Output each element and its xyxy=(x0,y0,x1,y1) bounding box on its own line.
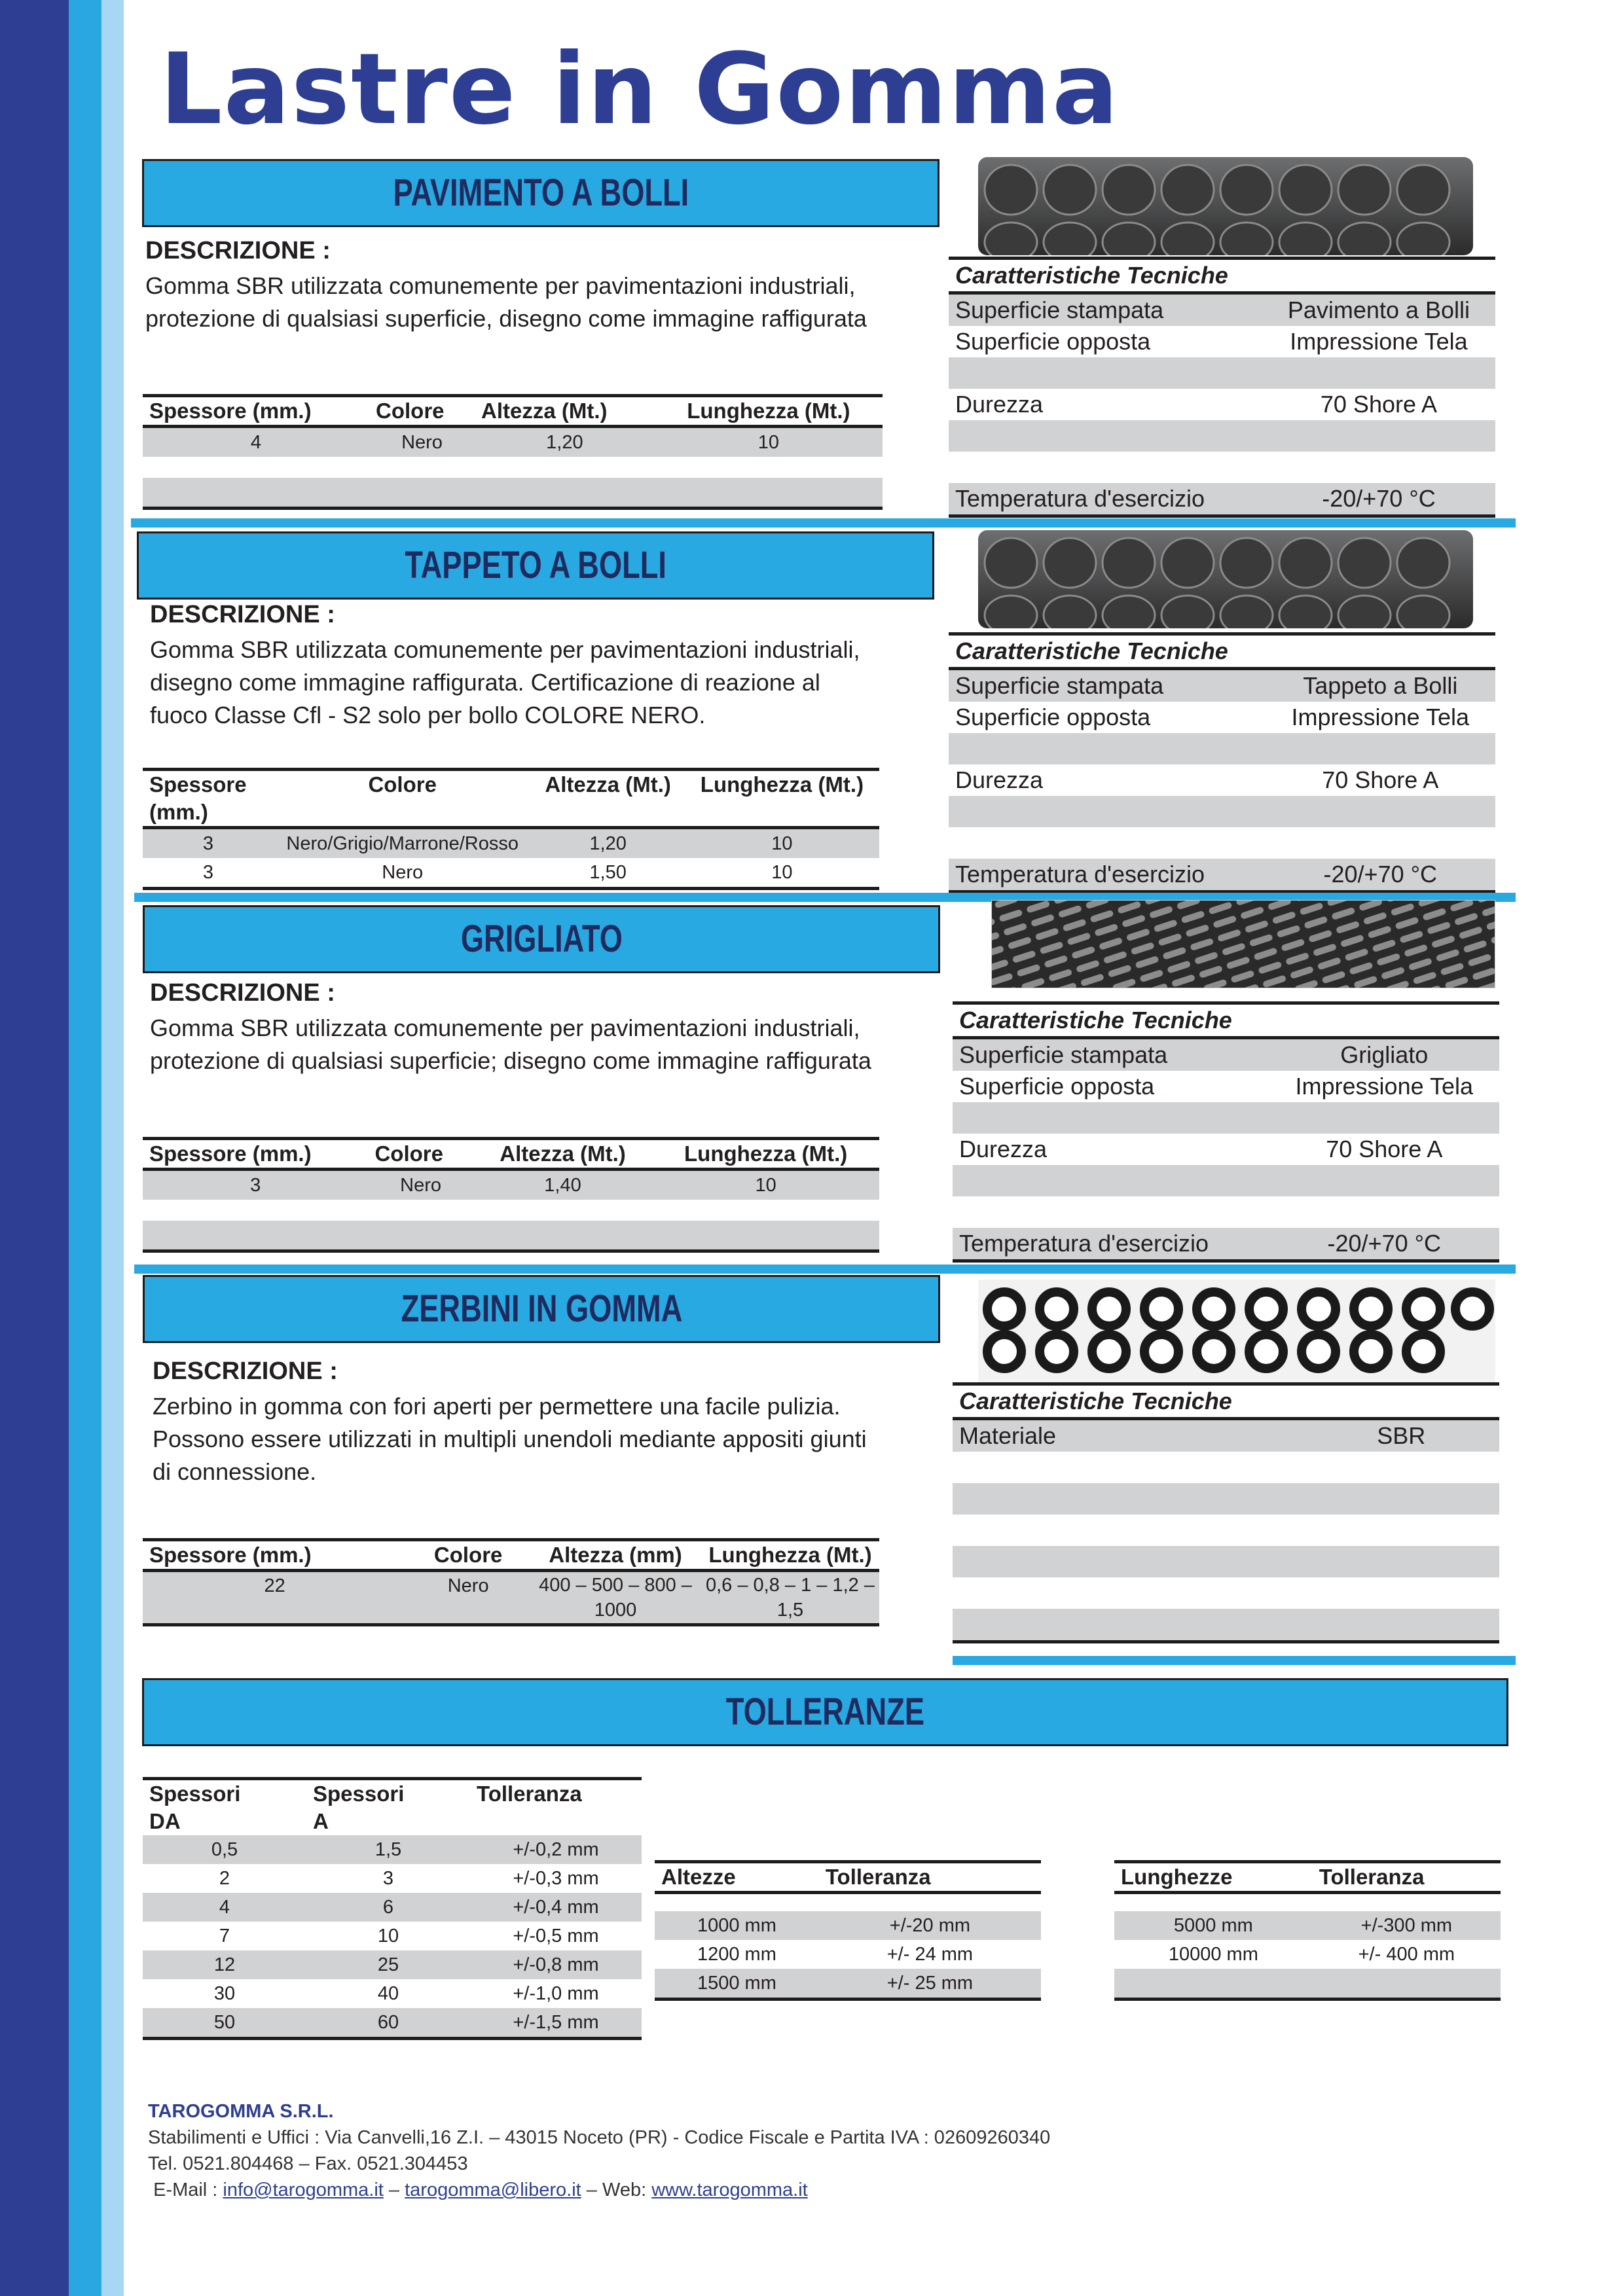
length-tolerance-table: Lunghezze Tolleranza 5000 mm +/-300 mm 10000 mm +/- 400 mm xyxy=(1114,1860,1501,2001)
section-heading: TAPPETO A BOLLI xyxy=(137,531,934,600)
website-link[interactable]: www.tarogomma.it xyxy=(651,2179,808,2200)
dimensions-table: Spessore (mm.) Colore Altezza (Mt.) Lunghezza (Mt.) 3 Nero/Grigio/Marrone/Rosso 1,20 10 3 Nero 1,50 10 xyxy=(143,768,879,890)
spec-title: Caratteristiche Tecniche xyxy=(959,1007,1232,1033)
section-heading: GRIGLIATO xyxy=(143,905,940,973)
section-separator xyxy=(953,1656,1516,1665)
bubble-mat-image xyxy=(978,157,1473,255)
spec-table: Caratteristiche Tecniche Superficie stampata Grigliato Superficie opposta Impressione Tela Durezza 70 Shore A Temperatura d'esercizio -20/+70 °C xyxy=(953,1001,1499,1263)
spec-table: Caratteristiche Tecniche Superficie stampata Tappeto a Bolli Superficie opposta Impressione Tela Durezza 70 Shore A Temperatura d'esercizio -20/+70 °C xyxy=(949,632,1495,893)
dimensions-table: Spessore (mm.) Colore Altezza (Mt.) Lunghezza (Mt.) 3 Nero 1,40 10 xyxy=(143,1137,879,1253)
spec-title: Caratteristiche Tecniche xyxy=(955,637,1228,664)
description-text: Gomma SBR utilizzata comunemente per pavimentazioni industriali, protezione di qualsiasi superficie; disegno come immagine raffigurata xyxy=(150,1014,871,1074)
section-heading: TOLLERANZE xyxy=(142,1678,1508,1746)
email-link-libero[interactable]: tarogomma@libero.it xyxy=(405,2179,581,2200)
spec-table: Caratteristiche Tecniche Superficie stampata Pavimento a Bolli Superficie opposta Impressione Tela Durezza 70 Shore A Temperatura d'esercizio -20/+70 °C xyxy=(949,257,1495,518)
email-link-info[interactable]: info@tarogomma.it xyxy=(223,2179,384,2200)
thickness-tolerance-table: Spessori DA Spessori A Tolleranza 0,5 1,5 +/-0,2 mm 2 3 +/-0,3 mm 4 6 +/-0,4 mm 7 10 +/-0,5 mm 12 25 +/-0,8 mm 30 40 +/-1,0 mm 50 60 +/-1,5 mm xyxy=(143,1777,642,2040)
left-stripe-light xyxy=(101,0,124,2296)
bubble-mat-image xyxy=(978,530,1473,628)
description-text: Gomma SBR utilizzata comunemente per pavimentazioni industriali, disegno come immagine raffigurata. Certificazione di reazione al fuoco Classe Cfl - S2 solo per bollo COLORE NERO. xyxy=(150,636,860,728)
dimensions-table: Spessore (mm.) Colore Altezza (Mt.) Lunghezza (Mt.) 4 Nero 1,20 10 xyxy=(143,394,883,510)
section-separator xyxy=(134,1265,1516,1274)
page-title: Lastre in Gomma xyxy=(160,33,1120,147)
company-name: TAROGOMMA S.R.L. xyxy=(148,2101,334,2122)
description-text: Zerbino in gomma con fori aperti per permettere una facile pulizia. Possono essere utilizzati in multipli unendoli mediante appositi giunti di connessione. xyxy=(153,1393,867,1485)
grid-mat-image xyxy=(991,900,1495,988)
section-separator xyxy=(131,518,1516,528)
left-stripe-mid xyxy=(69,0,101,2296)
section-heading: PAVIMENTO A BOLLI xyxy=(142,159,939,227)
address: Stabilimenti e Uffici : Via Canvelli,16 Z.I. – 43015 Noceto (PR) - Codice Fiscale e Partita IVA : 02609260340 xyxy=(148,2127,1051,2148)
doormat-image xyxy=(978,1280,1495,1384)
footer xyxy=(148,2098,1050,2203)
dimensions-table: Spessore (mm.) Colore Altezza (mm) Lunghezza (Mt.) 22 Nero 400 – 500 – 800 – 1000 0,6 – 0,8 – 1 – 1,2 – 1,5 xyxy=(143,1538,879,1626)
description-label: DESCRIZIONE : xyxy=(145,237,331,264)
description-label: DESCRIZIONE : xyxy=(150,979,335,1007)
description-text: Gomma SBR utilizzata comunemente per pavimentazioni industriali, protezione di qualsiasi superficie, disegno come immagine raffigurata xyxy=(145,272,867,332)
left-stripe-dark xyxy=(0,0,69,2296)
description-label: DESCRIZIONE : xyxy=(153,1357,338,1385)
section-heading: ZERBINI IN GOMMA xyxy=(143,1275,940,1343)
spec-table: Caratteristiche Tecniche Materiale SBR xyxy=(953,1382,1499,1643)
spec-title: Caratteristiche Tecniche xyxy=(955,262,1228,289)
height-tolerance-table: Altezze Tolleranza 1000 mm +/-20 mm 1200 mm +/- 24 mm 1500 mm +/- 25 mm xyxy=(655,1860,1041,2001)
phone: Tel. 0521.804468 – Fax. 0521.304453 xyxy=(148,2153,468,2174)
contacts: E-Mail : info@tarogomma.it – tarogomma@libero.it – Web: www.tarogomma.it xyxy=(153,2179,808,2200)
description-label: DESCRIZIONE : xyxy=(150,601,335,628)
spec-title: Caratteristiche Tecniche xyxy=(959,1388,1232,1414)
